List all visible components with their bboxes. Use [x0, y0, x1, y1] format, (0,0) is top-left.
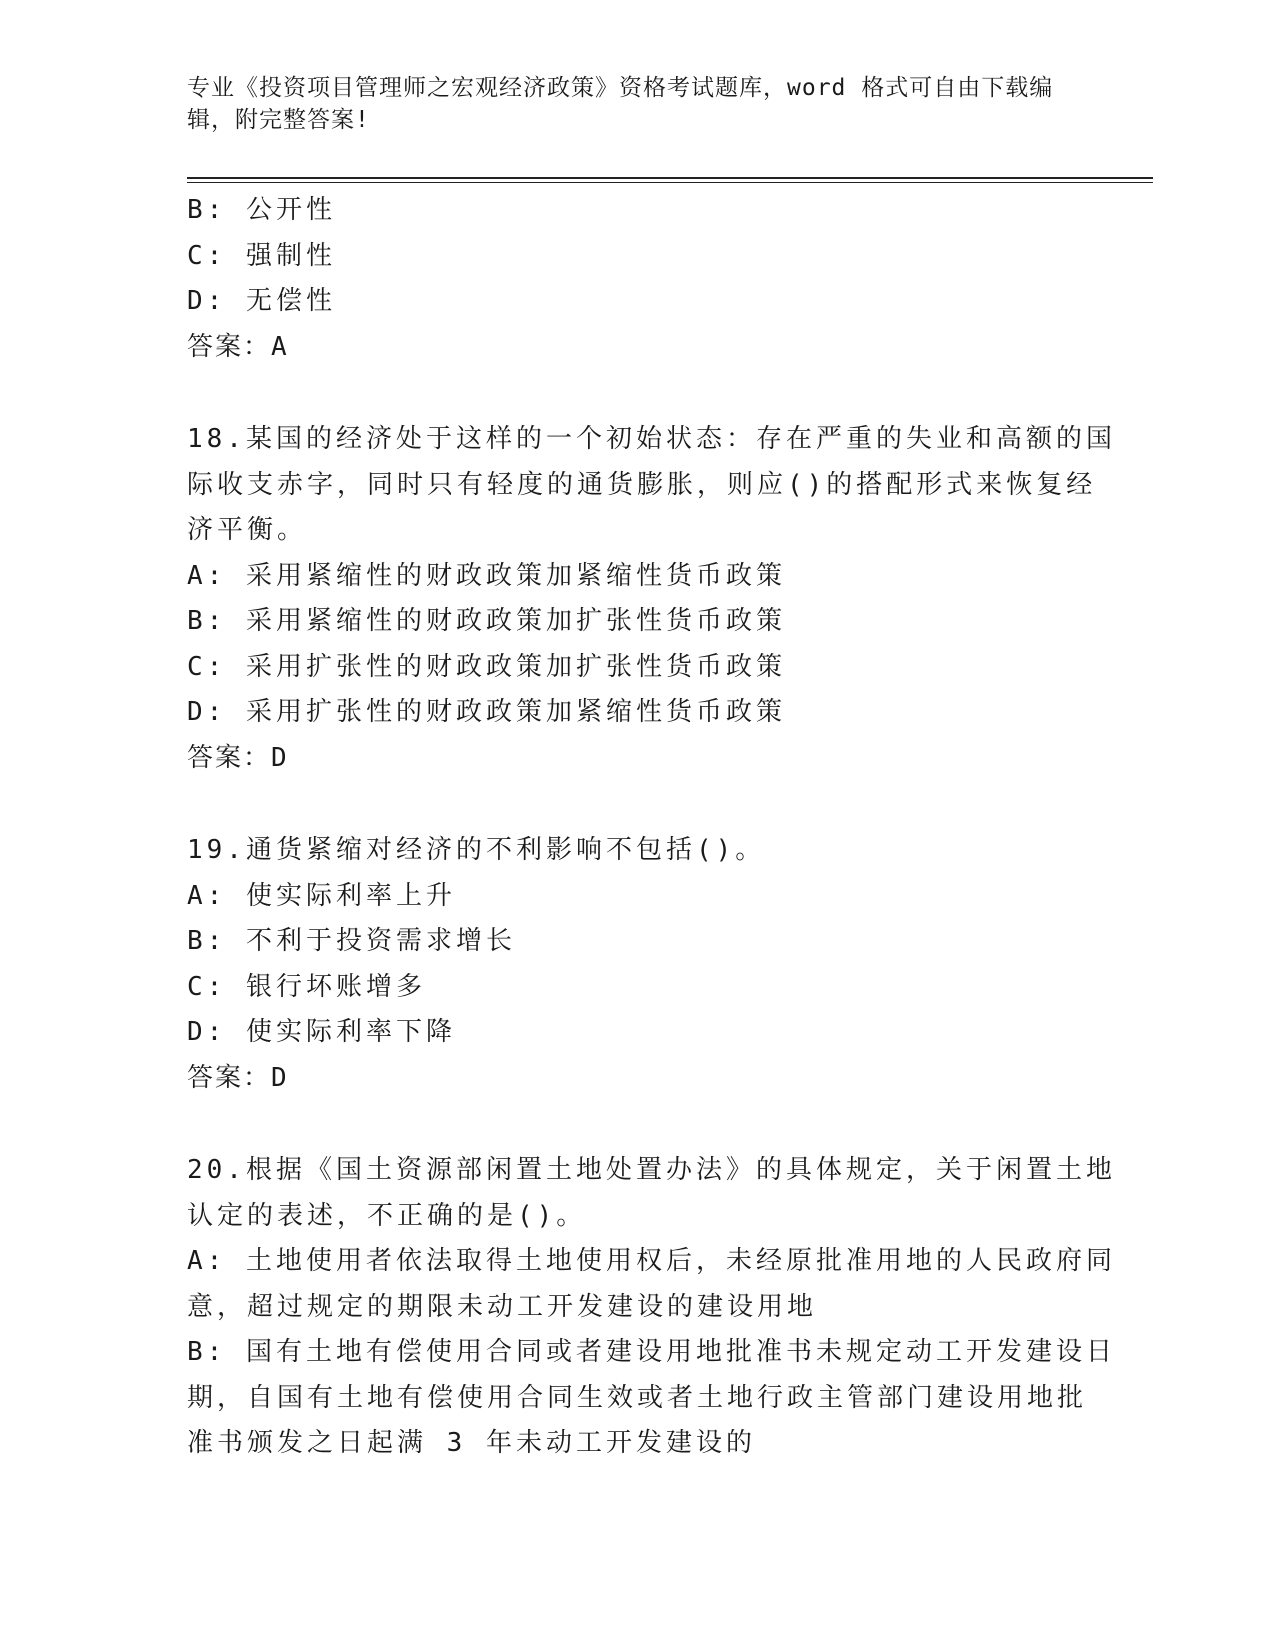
- q20-option-b-line-1: B: 国有土地有偿使用合同或者建设用地批准书未规定动工开发建设日: [187, 1337, 1116, 1367]
- q17-option-c: C: 强制性: [187, 240, 336, 271]
- q20-stem-line-1: 20.根据《国土资源部闲置土地处置办法》的具体规定，关于闲置土地: [187, 1155, 1116, 1185]
- header-line-2: 辑，附完整答案!: [187, 107, 370, 133]
- q17-option-d: D: 无偿性: [187, 286, 336, 316]
- q19-option-d: D: 使实际利率下降: [187, 1017, 456, 1047]
- q18-option-b: B: 采用紧缩性的财政政策加扩张性货币政策: [187, 606, 786, 636]
- q20-option-b-line-3: 准书颁发之日起满 3 年未动工开发建设的: [187, 1428, 756, 1458]
- q18-stem-line-2: 际收支赤字，同时只有轻度的通货膨胀，则应()的搭配形式来恢复经: [187, 469, 1097, 500]
- q20-option-b-line-2: 期，自国有土地有偿使用合同生效或者土地行政主管部门建设用地批: [187, 1382, 1088, 1413]
- q18-stem-line-3: 济平衡。: [187, 515, 308, 545]
- header-divider-bottom: [187, 182, 1153, 183]
- q18-answer: 答案：D: [187, 742, 289, 773]
- header-divider-top: [187, 177, 1153, 179]
- q19-stem-line-1: 19.通货紧缩对经济的不利影响不包括()。: [187, 835, 766, 865]
- question-18: [187, 417, 1116, 781]
- q18-stem-line-1: 18.某国的经济处于这样的一个初始状态：存在严重的失业和高额的国: [187, 424, 1116, 454]
- question-20: [187, 1148, 1116, 1467]
- q19-answer: 答案：D: [187, 1062, 289, 1093]
- q19-option-a: A: 使实际利率上升: [187, 880, 456, 911]
- header-line-1: 专业《投资项目管理师之宏观经济政策》资格考试题库，word 格式可自由下载编: [187, 75, 1054, 101]
- q20-option-a-line-1: A: 土地使用者依法取得土地使用权后，未经原批准用地的人民政府同: [187, 1246, 1116, 1276]
- q19-option-b: B: 不利于投资需求增长: [187, 926, 516, 956]
- q20-stem-line-2: 认定的表述，不正确的是()。: [187, 1200, 587, 1231]
- q17-answer: 答案：A: [187, 331, 289, 362]
- q20-option-a-line-2: 意，超过规定的期限未动工开发建设的建设用地: [187, 1291, 818, 1322]
- spacer: [187, 781, 1087, 828]
- q17-option-b: B: 公开性: [187, 195, 336, 225]
- q18-option-d: D: 采用扩张性的财政政策加紧缩性货币政策: [187, 697, 786, 727]
- question-body: [187, 188, 1116, 1467]
- question-19: [187, 828, 1087, 1101]
- q18-option-a: A: 采用紧缩性的财政政策加紧缩性货币政策: [187, 560, 786, 591]
- spacer: [187, 370, 1087, 417]
- question-17-tail: [187, 188, 1087, 370]
- spacer: [187, 1101, 1087, 1148]
- q18-option-c: C: 采用扩张性的财政政策加扩张性货币政策: [187, 651, 786, 682]
- q19-option-c: C: 银行坏账增多: [187, 971, 426, 1002]
- document-header: [187, 72, 1087, 136]
